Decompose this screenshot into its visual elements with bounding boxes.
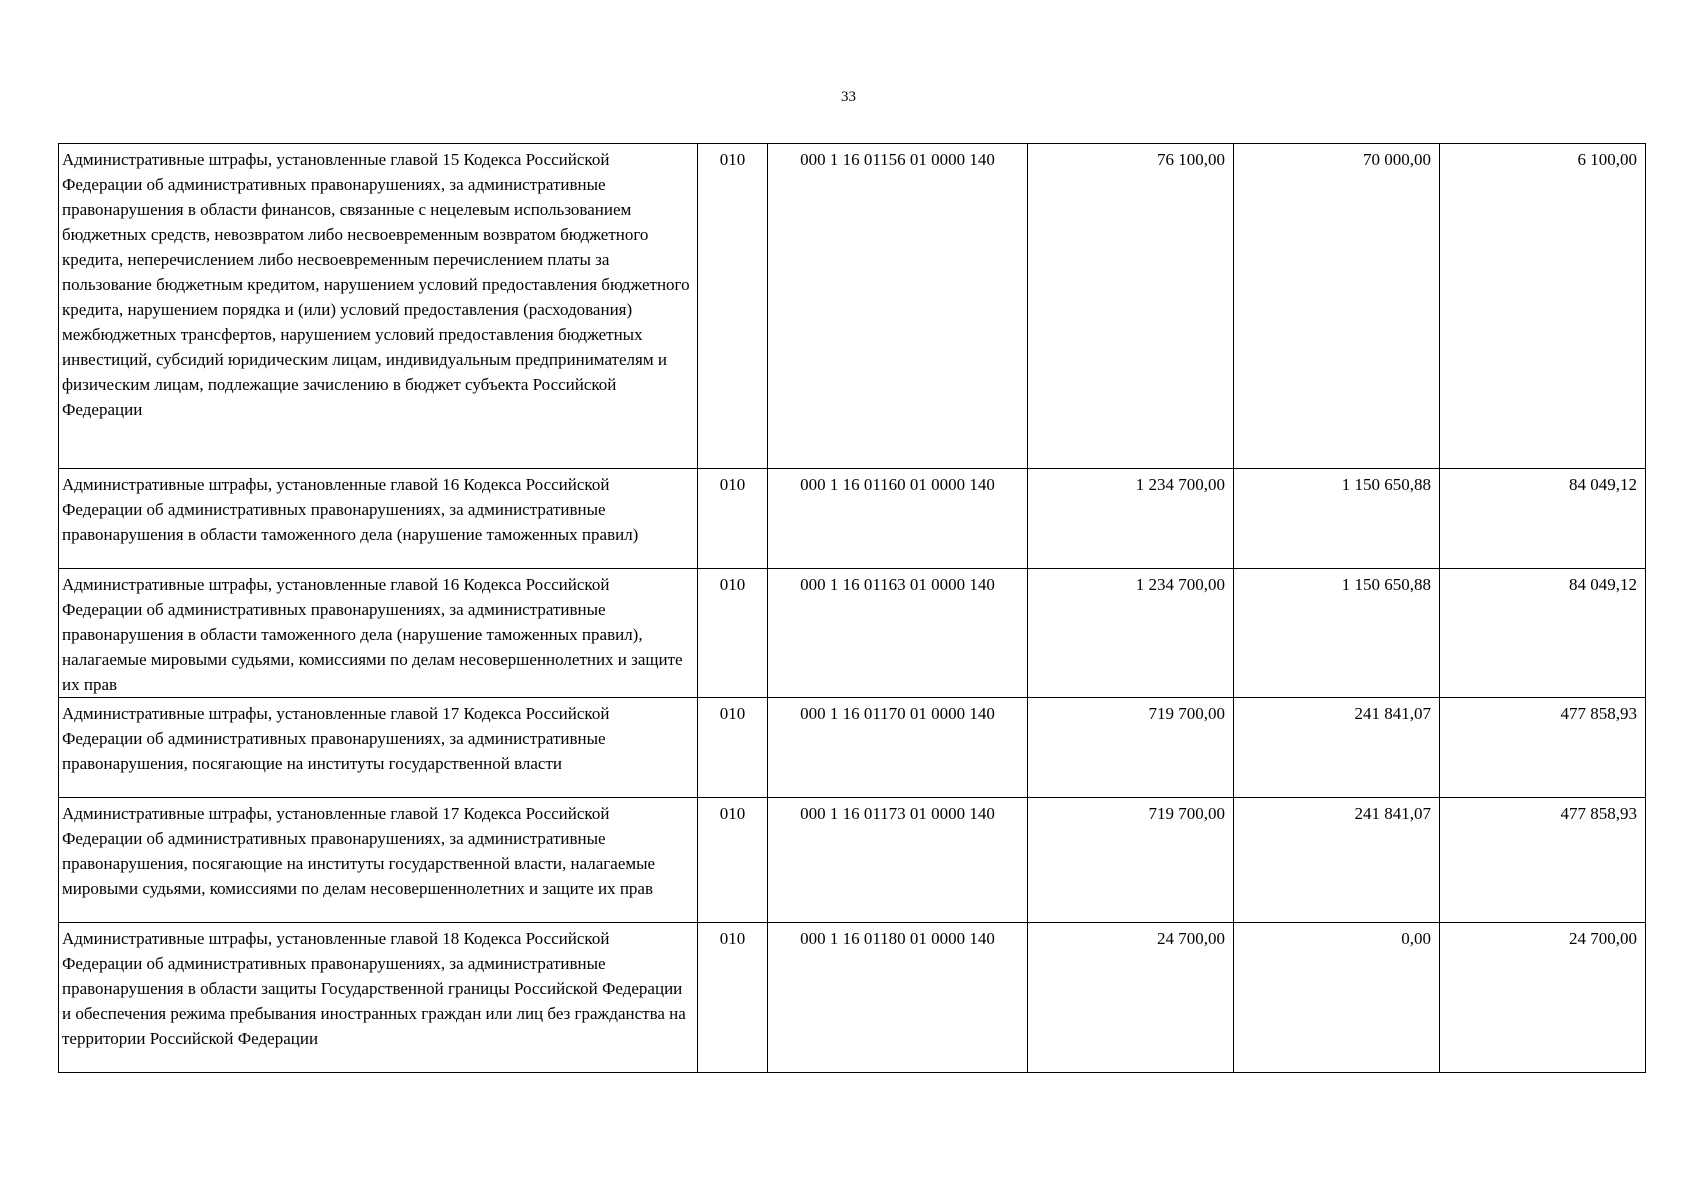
row-kbk: 000 1 16 01170 01 0000 140 <box>768 698 1028 798</box>
row-code: 010 <box>698 698 768 798</box>
table-row <box>59 144 1646 469</box>
row-kbk: 000 1 16 01156 01 0000 140 <box>768 144 1028 469</box>
row-executed: 1 150 650,88 <box>1234 469 1440 569</box>
page-number: 33 <box>841 89 856 105</box>
row-approved: 719 700,00 <box>1028 698 1234 798</box>
row-code: 010 <box>698 923 768 1073</box>
row-executed: 1 150 650,88 <box>1234 569 1440 698</box>
table-row <box>59 923 1646 1073</box>
row-approved: 1 234 700,00 <box>1028 469 1234 569</box>
row-kbk: 000 1 16 01160 01 0000 140 <box>768 469 1028 569</box>
row-kbk: 000 1 16 01163 01 0000 140 <box>768 569 1028 698</box>
row-name: Административные штрафы, установленные главой 17 Кодекса Российской Федерации об административных правонарушениях, за административные правонарушения, посягающие на институты государственной власти <box>59 698 698 798</box>
row-name: Административные штрафы, установленные главой 17 Кодекса Российской Федерации об административных правонарушениях, за административные правонарушения, посягающие на институты государственной власти, налагаемые мировыми судьями, комиссиями по делам несовершеннолетних и защите их прав <box>59 798 698 923</box>
table-row <box>59 569 1646 698</box>
row-code: 010 <box>698 798 768 923</box>
row-name: Административные штрафы, установленные главой 16 Кодекса Российской Федерации об административных правонарушениях, за административные правонарушения в области таможенного дела (нарушение таможенных правил) <box>59 469 698 569</box>
row-name: Административные штрафы, установленные главой 16 Кодекса Российской Федерации об административных правонарушениях, за административные правонарушения в области таможенного дела (нарушение таможенных правил), налагаемые мировыми судьями, комиссиями по делам несовершеннолетних и защите их прав <box>59 569 698 698</box>
row-kbk: 000 1 16 01173 01 0000 140 <box>768 798 1028 923</box>
row-code: 010 <box>698 144 768 469</box>
row-code: 010 <box>698 569 768 698</box>
revenue-table <box>58 143 1646 1073</box>
row-executed: 241 841,07 <box>1234 698 1440 798</box>
table-row <box>59 698 1646 798</box>
row-unexecuted: 84 049,12 <box>1440 569 1646 698</box>
row-approved: 76 100,00 <box>1028 144 1234 469</box>
row-unexecuted: 84 049,12 <box>1440 469 1646 569</box>
row-executed: 70 000,00 <box>1234 144 1440 469</box>
row-unexecuted: 477 858,93 <box>1440 798 1646 923</box>
row-name: Административные штрафы, установленные главой 15 Кодекса Российской Федерации об административных правонарушениях, за административные правонарушения в области финансов, связанные с нецелевым использованием бюджетных средств, невозвратом либо несвоевременным возвратом бюджетного кредита, неперечислением либо несвоевременным перечислением платы за пользование бюджетным кредитом, нарушением условий предоставления бюджетного кредита, нарушением порядка и (или) условий предоставления (расходования) межбюджетных трансфертов, нарушением условий предоставления бюджетных инвестиций, субсидий юридическим лицам, индивидуальным предпринимателям и физическим лицам, подлежащие зачислению в бюджет субъекта Российской Федерации <box>59 144 698 469</box>
row-code: 010 <box>698 469 768 569</box>
row-approved: 24 700,00 <box>1028 923 1234 1073</box>
row-executed: 241 841,07 <box>1234 798 1440 923</box>
row-kbk: 000 1 16 01180 01 0000 140 <box>768 923 1028 1073</box>
row-approved: 719 700,00 <box>1028 798 1234 923</box>
table-row <box>59 798 1646 923</box>
table-row <box>59 469 1646 569</box>
row-unexecuted: 6 100,00 <box>1440 144 1646 469</box>
row-unexecuted: 477 858,93 <box>1440 698 1646 798</box>
row-name: Административные штрафы, установленные главой 18 Кодекса Российской Федерации об административных правонарушениях, за административные правонарушения в области защиты Государственной границы Российской Федерации и обеспечения режима пребывания иностранных граждан или лиц без гражданства на территории Российской Федерации <box>59 923 698 1073</box>
row-unexecuted: 24 700,00 <box>1440 923 1646 1073</box>
row-approved: 1 234 700,00 <box>1028 569 1234 698</box>
row-executed: 0,00 <box>1234 923 1440 1073</box>
